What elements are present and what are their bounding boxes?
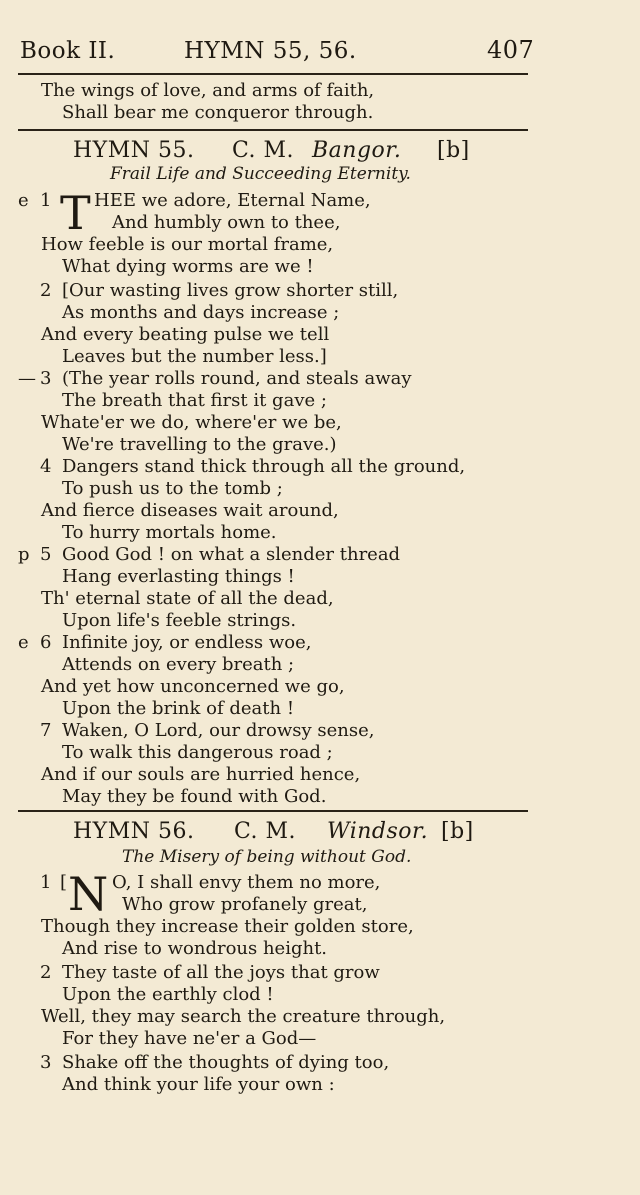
verse-number: 4 — [40, 456, 52, 477]
hymn55-mark: [b] — [437, 138, 470, 163]
verse-line: And if our souls are hurried hence, — [41, 764, 361, 785]
dynamic-mark: e — [18, 190, 29, 211]
bracket: [ — [60, 872, 68, 893]
verse-number: 2 — [40, 962, 52, 983]
verse-line: To walk this dangerous road ; — [62, 742, 333, 763]
verse-line: Infinite joy, or endless woe, — [62, 632, 312, 653]
verse-line: Upon the brink of death ! — [62, 698, 295, 719]
verse-line: Shake off the thoughts of dying too, — [62, 1052, 390, 1073]
section-rule — [18, 129, 528, 131]
hymn56-subtitle: The Misery of being without God. — [122, 847, 412, 867]
continuation-line: Shall bear me conqueror through. — [62, 102, 374, 123]
hymn-range: HYMN 55, 56. — [184, 38, 357, 64]
verse-line: As months and days increase ; — [62, 302, 340, 323]
verse-line: To hurry mortals home. — [62, 522, 277, 543]
hymn56-tune: Windsor. — [327, 819, 429, 844]
verse-line: For they have ne'er a God— — [62, 1028, 317, 1049]
verse-line: To push us to the tomb ; — [62, 478, 283, 499]
section-rule — [18, 810, 528, 812]
hymn55-title: HYMN 55. — [73, 138, 195, 163]
verse-number: 7 — [40, 720, 52, 741]
verse-line: O, I shall envy them no more, — [112, 872, 381, 893]
verse-number: 6 — [40, 632, 52, 653]
verse-line: We're travelling to the grave.) — [62, 434, 337, 455]
verse-line: Well, they may search the creature through, — [41, 1006, 446, 1027]
verse-line: Upon the earthly clod ! — [62, 984, 274, 1005]
verse-line: Th' eternal state of all the dead, — [41, 588, 334, 609]
verse-number: 1 — [40, 190, 52, 211]
dynamic-mark: — — [18, 368, 36, 389]
verse-line: And think your life your own : — [62, 1074, 335, 1095]
verse-line: They taste of all the joys that grow — [62, 962, 380, 983]
verse-line: And yet how unconcerned we go, — [41, 676, 345, 697]
verse-line: Good God ! on what a slender thread — [62, 544, 401, 565]
verse-line: The breath that first it gave ; — [62, 390, 327, 411]
verse-line: Hang everlasting things ! — [62, 566, 295, 587]
page-number: 407 — [487, 36, 535, 64]
verse-line: And every beating pulse we tell — [41, 324, 330, 345]
verse-line: And humbly own to thee, — [112, 212, 341, 233]
verse-line: Whate'er we do, where'er we be, — [41, 412, 342, 433]
continuation-line: The wings of love, and arms of faith, — [41, 80, 375, 101]
verse-line: Who grow profanely great, — [122, 894, 368, 915]
verse-number: 2 — [40, 280, 52, 301]
hymn55-tune: Bangor. — [312, 138, 402, 163]
verse-number: 3 — [40, 1052, 52, 1073]
verse-line: What dying worms are we ! — [62, 256, 314, 277]
verse-number: 1 — [40, 872, 52, 893]
dynamic-mark: p — [18, 544, 30, 565]
verse-line: Waken, O Lord, our drowsy sense, — [62, 720, 375, 741]
verse-line: (The year rolls round, and steals away — [62, 368, 412, 389]
verse-line: How feeble is our mortal frame, — [41, 234, 334, 255]
verse-line: Though they increase their golden store, — [41, 916, 414, 937]
book-label: Book II. — [20, 38, 116, 64]
verse-line: Dangers stand thick through all the ground, — [62, 456, 466, 477]
verse-line: HEE we adore, Eternal Name, — [94, 190, 371, 211]
hymn56-mark: [b] — [441, 819, 474, 844]
verse-line: And rise to wondrous height. — [62, 938, 328, 959]
hymn56-title: HYMN 56. — [73, 819, 195, 844]
verse-line: Leaves but the number less.] — [62, 346, 327, 367]
dropcap: N — [68, 867, 109, 921]
header-rule — [18, 73, 528, 75]
verse-line: Attends on every breath ; — [62, 654, 295, 675]
verse-line: May they be found with God. — [62, 786, 327, 807]
verse-line: Upon life's feeble strings. — [62, 610, 297, 631]
dynamic-mark: e — [18, 632, 29, 653]
verse-line: [Our wasting lives grow shorter still, — [62, 280, 399, 301]
hymn55-subtitle: Frail Life and Succeeding Eternity. — [110, 164, 411, 184]
verse-number: 5 — [40, 544, 52, 565]
dropcap: T — [60, 186, 91, 240]
verse-number: 3 — [40, 368, 52, 389]
hymn55-meter: C. M. — [232, 138, 295, 163]
verse-line: And fierce diseases wait around, — [41, 500, 339, 521]
hymn56-meter: C. M. — [234, 819, 297, 844]
